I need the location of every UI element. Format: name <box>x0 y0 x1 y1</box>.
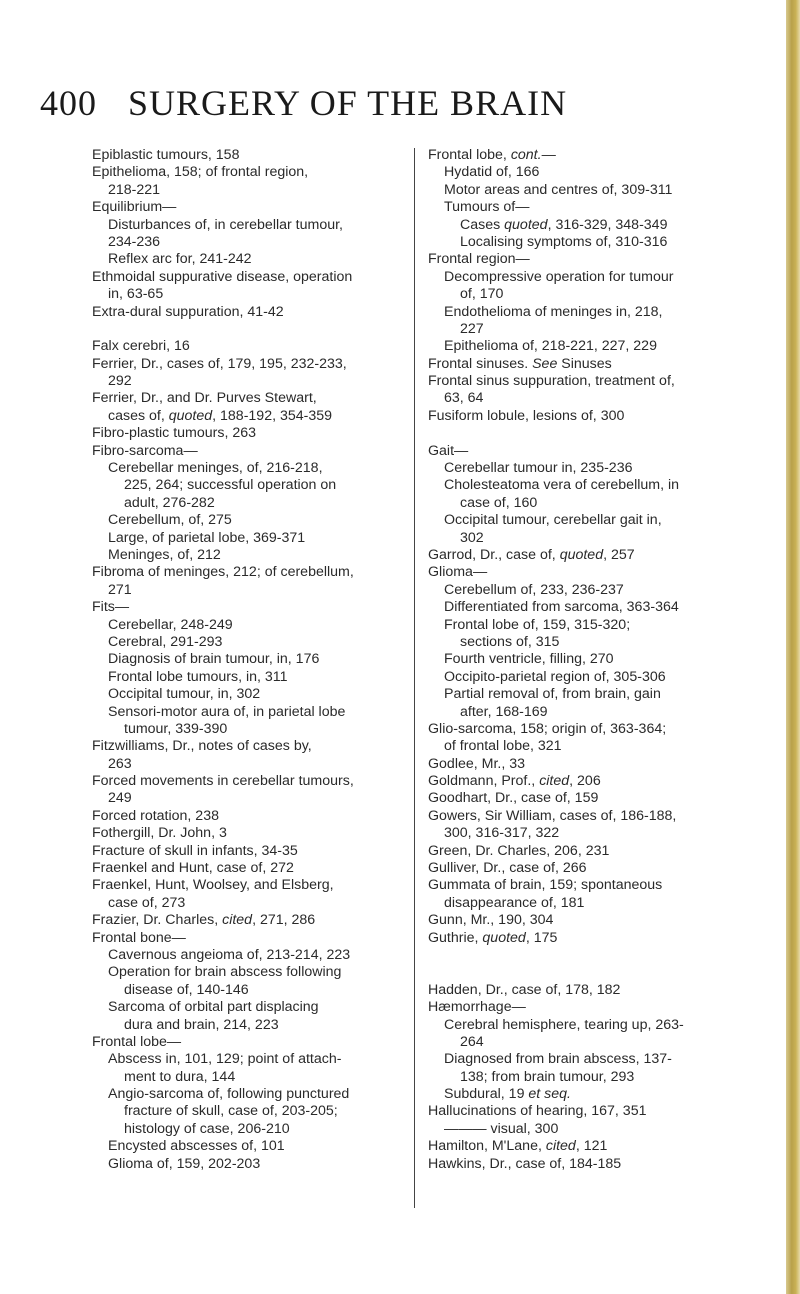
index-subentry: 292 <box>108 373 132 390</box>
index-subentry: ment to dura, 144 <box>124 1068 236 1085</box>
index-subentry: ——— visual, 300 <box>444 1120 559 1137</box>
index-subentry: Occipito-parietal region of, 305-306 <box>444 668 666 685</box>
index-entry: Fusiform lobule, lesions of, 300 <box>428 407 625 424</box>
index-entry: Frontal region— <box>428 251 530 268</box>
index-entry: Forced movements in cerebellar tumours, <box>92 773 354 790</box>
index-subentry: Cerebellar tumour in, 235-236 <box>444 460 633 477</box>
index-subentry: Frontal lobe tumours, in, 311 <box>108 668 288 685</box>
index-entry: Gowers, Sir William, cases of, 186-188, <box>428 807 677 824</box>
index-column-right <box>428 147 754 1173</box>
index-entry: Garrod, Dr., case of, quoted, 257 <box>428 546 635 563</box>
index-subentry: 264 <box>460 1033 484 1050</box>
index-subentry: 218-221 <box>108 181 161 198</box>
index-gap <box>92 321 418 338</box>
index-entry: Fitzwilliams, Dr., notes of cases by, <box>92 738 312 755</box>
index-entry: Frontal lobe— <box>92 1033 182 1050</box>
page-number: 400 <box>40 83 97 123</box>
index-subentry: 300, 316-317, 322 <box>444 825 560 842</box>
index-entry: Fraenkel and Hunt, case of, 272 <box>92 860 294 877</box>
index-entry: Frontal sinus suppuration, treatment of, <box>428 373 675 390</box>
index-subentry: Localising symptoms of, 310-316 <box>460 233 668 250</box>
index-entry: Ferrier, Dr., cases of, 179, 195, 232-233, <box>92 355 347 372</box>
index-entry: Frazier, Dr. Charles, cited, 271, 286 <box>92 912 316 929</box>
index-subentry: Cholesteatoma vera of cerebellum, in <box>444 477 680 494</box>
index-subentry: after, 168-169 <box>460 703 548 720</box>
index-subentry: Cerebellar meninges, of, 216-218, <box>108 460 323 477</box>
index-subentry: Motor areas and centres of, 309-311 <box>444 181 673 198</box>
index-subentry: dura and brain, 214, 223 <box>124 1016 279 1033</box>
index-subentry: adult, 276-282 <box>124 494 215 511</box>
index-entry: Hallucinations of hearing, 167, 351 <box>428 1103 647 1120</box>
index-entry: Fracture of skull in infants, 34-35 <box>92 842 298 859</box>
index-entry: Ethmoidal suppurative disease, operation <box>92 268 353 285</box>
running-title: SURGERY OF THE BRAIN <box>128 83 568 123</box>
index-entry: Fibro-sarcoma— <box>92 442 198 459</box>
index-subentry: Operation for brain abscess following <box>108 964 342 981</box>
index-subentry: Occipital tumour, in, 302 <box>108 686 261 703</box>
index-subentry: 271 <box>108 581 132 598</box>
index-subentry: Frontal lobe of, 159, 315-320; <box>444 616 631 633</box>
index-subentry: fracture of skull, case of, 203-205; <box>124 1103 338 1120</box>
index-subentry: Angio-sarcoma of, following punctured <box>108 1086 350 1103</box>
index-subentry: Abscess in, 101, 129; point of attach- <box>108 1051 342 1068</box>
index-subentry: Encysted abscesses of, 101 <box>108 1138 285 1155</box>
index-subentry: 302 <box>460 529 484 546</box>
index-subentry: tumour, 339-390 <box>124 720 228 737</box>
index-subentry: 138; from brain tumour, 293 <box>460 1068 635 1085</box>
index-subentry: Hydatid of, 166 <box>444 164 540 181</box>
index-entry: Forced rotation, 238 <box>92 807 219 824</box>
index-entry: Fits— <box>92 599 130 616</box>
index-entry: Ferrier, Dr., and Dr. Purves Stewart, <box>92 390 317 407</box>
index-entry: Fibroma of meninges, 212; of cerebellum, <box>92 564 354 581</box>
index-subentry: Glioma of, 159, 202-203 <box>108 1155 261 1172</box>
index-subentry: Diagnosed from brain abscess, 137- <box>444 1051 672 1068</box>
index-entry: Glio-sarcoma, 158; origin of, 363-364; <box>428 720 667 737</box>
index-subentry: sections of, 315 <box>460 633 560 650</box>
index-subentry: 63, 64 <box>444 390 484 407</box>
index-subentry: disappearance of, 181 <box>444 894 585 911</box>
index-subentry: Disturbances of, in cerebellar tumour, <box>108 216 343 233</box>
index-entry: Hadden, Dr., case of, 178, 182 <box>428 981 621 998</box>
index-subentry: of frontal lobe, 321 <box>444 738 562 755</box>
index-entry: Epiblastic tumours, 158 <box>92 147 240 163</box>
column-divider <box>414 148 415 1208</box>
index-column-left <box>92 147 418 1173</box>
index-gap <box>428 964 754 981</box>
index-subentry: Reflex arc for, 241-242 <box>108 251 252 268</box>
index-subentry: Decompressive operation for tumour <box>444 268 674 285</box>
index-subentry: Cerebral, 291-293 <box>108 633 223 650</box>
index-subentry: Meninges, of, 212 <box>108 546 221 563</box>
index-entry: Equilibrium— <box>92 199 177 216</box>
index-subentry: Sarcoma of orbital part displacing <box>108 999 319 1016</box>
index-subentry: Endothelioma of meninges in, 218, <box>444 303 663 320</box>
index-entry: Frontal bone— <box>92 929 186 946</box>
index-entry: Extra-dural suppuration, 41-42 <box>92 303 284 320</box>
index-subentry: disease of, 140-146 <box>124 981 249 998</box>
index-subentry: 263 <box>108 755 132 772</box>
index-subentry: 249 <box>108 790 132 807</box>
index-entry: Godlee, Mr., 33 <box>428 755 525 772</box>
index-subentry: 234-236 <box>108 233 161 250</box>
index-subentry: Large, of parietal lobe, 369-371 <box>108 529 306 546</box>
index-subentry: Cerebellum of, 233, 236-237 <box>444 581 624 598</box>
index-entry: Frontal sinuses. See Sinuses <box>428 355 612 372</box>
page-edge <box>786 0 800 1294</box>
index-subentry: 225, 264; successful operation on <box>124 477 337 494</box>
index-subentry: 227 <box>460 320 484 337</box>
page-header <box>40 82 760 132</box>
index-subentry: Occipital tumour, cerebellar gait in, <box>444 512 662 529</box>
index-subentry: Fourth ventricle, filling, 270 <box>444 651 614 668</box>
index-gap <box>428 947 754 964</box>
index-subentry: case of, 160 <box>460 494 538 511</box>
index-entry: Epithelioma, 158; of frontal region, <box>92 164 309 181</box>
index-subentry: Differentiated from sarcoma, 363-364 <box>444 599 679 616</box>
index-entry: Falx cerebri, 16 <box>92 338 190 355</box>
index-subentry: case of, 273 <box>108 894 186 911</box>
index-entry: Hamilton, M'Lane, cited, 121 <box>428 1138 608 1155</box>
index-entry: Hawkins, Dr., case of, 184-185 <box>428 1155 622 1172</box>
index-subentry: cases of, quoted, 188-192, 354-359 <box>108 407 333 424</box>
index-subentry: Tumours of— <box>444 199 530 216</box>
index-subentry: Sensori-motor aura of, in parietal lobe <box>108 703 346 720</box>
index-entry: Gummata of brain, 159; spontaneous <box>428 877 663 894</box>
index-entry: Glioma— <box>428 564 488 581</box>
index-gap <box>428 425 754 442</box>
index-entry: Frontal lobe, cont.— <box>428 147 556 163</box>
index-entry: Guthrie, quoted, 175 <box>428 929 558 946</box>
index-subentry: Cerebellar, 248-249 <box>108 616 233 633</box>
index-entry: Fothergill, Dr. John, 3 <box>92 825 227 842</box>
index-subentry: Cavernous angeioma of, 213-214, 223 <box>108 946 351 963</box>
index-subentry: Partial removal of, from brain, gain <box>444 686 661 703</box>
index-entry: Hæmorrhage— <box>428 999 526 1016</box>
index-subentry: Subdural, 19 et seq. <box>444 1086 571 1103</box>
index-entry: Goldmann, Prof., cited, 206 <box>428 773 601 790</box>
index-subentry: Cases quoted, 316-329, 348-349 <box>460 216 668 233</box>
index-subentry: Cerebellum, of, 275 <box>108 512 232 529</box>
index-subentry: Cerebral hemisphere, tearing up, 263- <box>444 1016 684 1033</box>
index-subentry: Epithelioma of, 218-221, 227, 229 <box>444 338 657 355</box>
index-entry: Gait— <box>428 442 469 459</box>
index-entry: Green, Dr. Charles, 206, 231 <box>428 842 610 859</box>
index-entry: Goodhart, Dr., case of, 159 <box>428 790 599 807</box>
index-subentry: histology of case, 206-210 <box>124 1120 290 1137</box>
index-subentry: Diagnosis of brain tumour, in, 176 <box>108 651 320 668</box>
index-subentry: in, 63-65 <box>108 286 164 303</box>
index-entry: Gulliver, Dr., case of, 266 <box>428 860 587 877</box>
index-subentry: of, 170 <box>460 286 504 303</box>
index-entry: Gunn, Mr., 190, 304 <box>428 912 554 929</box>
index-entry: Fraenkel, Hunt, Woolsey, and Elsberg, <box>92 877 334 894</box>
index-entry: Fibro-plastic tumours, 263 <box>92 425 257 442</box>
